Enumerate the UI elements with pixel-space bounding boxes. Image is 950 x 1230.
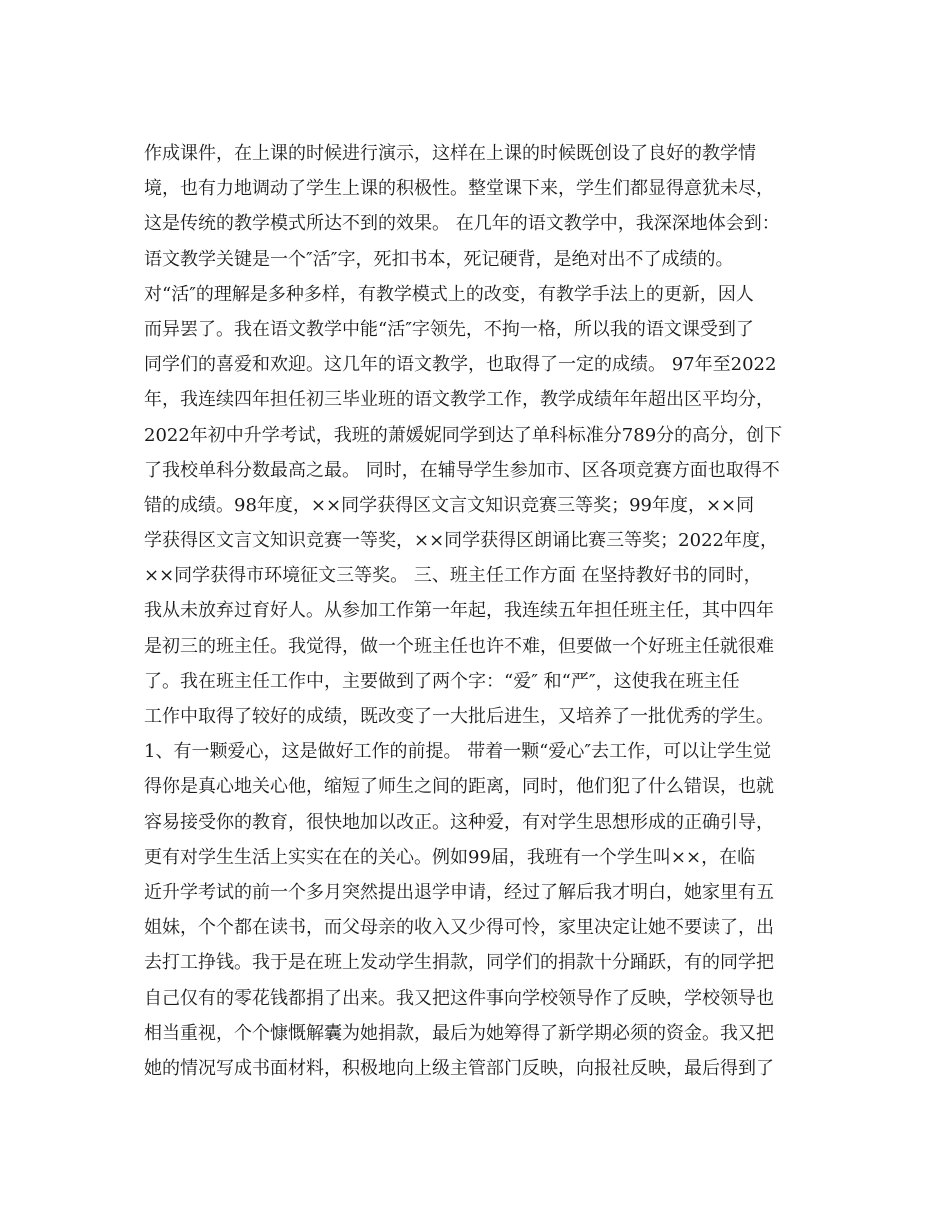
- text-line: 错的成绩。98年度，××同学获得区文言文知识竞赛三等奖；99年度，××同: [144, 494, 755, 516]
- text-line: 了我校单科分数最高之最。 同时，在辅导学生参加市、区各项竞赛方面也取得不: [144, 459, 780, 481]
- text-line: 近升学考试的前一个多月突然提出退学申请，经过了解后我才明白，她家里有五: [144, 881, 774, 903]
- text-line: 更有对学生生活上实实在在的关心。例如99届，我班有一个学生叫××，在临: [144, 846, 756, 868]
- text-line: 她的情况写成书面材料，积极地向上级主管部门反映，向报社反映，最后得到了: [144, 1057, 774, 1079]
- text-line: 我从未放弃过育好人。从参加工作第一年起，我连续五年担任班主任，其中四年: [144, 600, 774, 622]
- text-line: 同学们的喜爱和欢迎。这几年的语文教学，也取得了一定的成绩。 97年至2022: [144, 354, 777, 376]
- text-line: 去打工挣钱。我于是在班上发动学生捐款，同学们的捐款十分踊跃，有的同学把: [144, 952, 774, 974]
- text-line: 工作中取得了较好的成绩，既改变了一大批后进生，又培养了一批优秀的学生。: [144, 706, 774, 727]
- text-line: 语文教学关键是一个″活″字，死扣书本，死记硬背，是绝对出不了成绩的。: [144, 248, 734, 270]
- text-line: 而异罢了。我在语文教学中能“活″字领先，不拘一格，所以我的语文课受到了: [144, 318, 754, 340]
- text-line: 姐妹，个个都在读书，而父母亲的收入又少得可怜，家里决定让她不要读了，出: [144, 917, 774, 939]
- text-line: 境，也有力地调动了学生上课的积极性。整堂课下来，学生们都显得意犹未尽，: [144, 178, 774, 200]
- text-line: 得你是真心地关心他，缩短了师生之间的距离，同时，他们犯了什么错误，也就: [144, 776, 774, 798]
- text-line: 相当重视，个个慷慨解囊为她捐款，最后为她筹得了新学期必须的资金。我又把: [144, 1022, 774, 1044]
- text-line: 是初三的班主任。我觉得，做一个班主任也许不难，但要做一个好班主任就很难: [144, 635, 774, 657]
- text-line: ××同学获得市环境征文三等奖。 三、班主任工作方面 在坚持教好书的同时，: [144, 565, 762, 587]
- text-line: 了。我在班主任工作中，主要做到了两个字：“爱″ 和“严″，这使我在班主任: [144, 670, 740, 692]
- text-line: 作成课件，在上课的时候进行演示，这样在上课的时候既创设了良好的教学情: [144, 143, 756, 164]
- text-line: 2022年初中升学考试，我班的萧媛妮同学到达了单科标准分789分的高分，创下: [144, 424, 783, 446]
- text-line: 这是传统的教学模式所达不到的效果。 在几年的语文教学中，我深深地体会到：: [144, 213, 780, 235]
- text-line: 学获得区文言文知识竞赛一等奖，××同学获得区朗诵比赛三等奖；2022年度，: [144, 530, 778, 552]
- body-text: [144, 136, 814, 1086]
- text-line: 自己仅有的零花钱都捐了出来。我又把这件事向学校领导作了反映，学校领导也: [144, 987, 774, 1009]
- text-line: 1、有一颗爱心，这是做好工作的前提。 带着一颗“爱心″去工作，可以让学生觉: [144, 741, 772, 763]
- text-line: 容易接受你的教育，很快地加以改正。这种爱，有对学生思想形成的正确引导，: [144, 811, 774, 833]
- text-line: 对“活″的理解是多种多样，有教学模式上的改变，有教学手法上的更新，因人: [144, 283, 754, 305]
- text-line: 年，我连续四年担任初三毕业班的语文教学工作，教学成绩年年超出区平均分，: [144, 389, 774, 411]
